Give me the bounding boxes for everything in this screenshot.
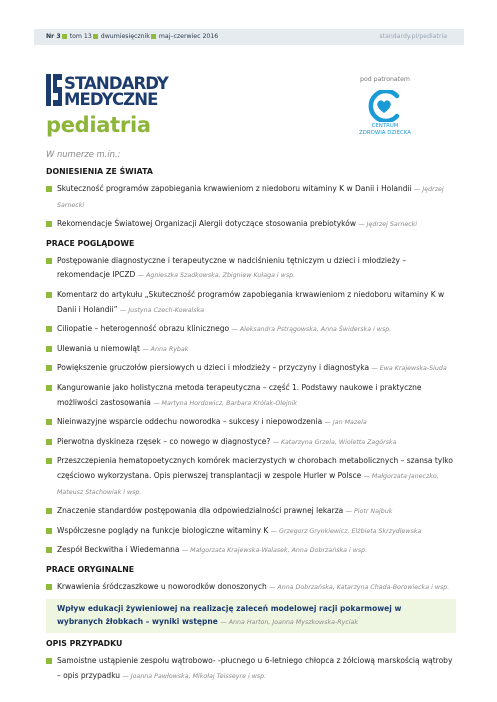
article-author: — Anna Dobrzańska, Katarzyna Chada-Borowiecka i wsp.	[269, 583, 450, 591]
logo-line-standardy: STANDARDY	[64, 74, 168, 93]
article-title: Rekomendacje Światowej Organizacji Alergii dotyczące stosowania prebiotyków	[57, 219, 356, 229]
article-author: — Martyna Hordowicz, Barbara Królak-Olejnik	[153, 399, 298, 407]
section-title: PRACE ORYGINALNE	[46, 564, 135, 574]
bullet-square-icon	[46, 508, 52, 514]
bullet-square-icon	[46, 439, 52, 445]
article-item[interactable]	[46, 322, 456, 338]
article-item[interactable]	[46, 288, 456, 318]
logo-line-medyczne: MEDYCZNE	[64, 90, 158, 109]
article-author: — Justyna Czech-Kowalska	[120, 306, 205, 314]
logo-mark-icon	[46, 74, 62, 106]
patronage-block	[345, 76, 425, 137]
article-author: — Anna Rybak	[142, 345, 189, 353]
section-title: DONIESIENIA ZE ŚWIATA	[46, 167, 153, 176]
intro-text: W numerze m.in.:	[46, 149, 121, 159]
issue-date: maj–czerwiec 2016	[158, 33, 219, 40]
article-author: — Grzegorz Grynkiewicz, Elżbieta Skrzydlewska	[270, 527, 422, 535]
bullet-square-icon	[46, 419, 52, 425]
article-item[interactable]	[46, 504, 456, 520]
article-title: Postępowanie diagnostyczne i terapeutyczne w nadciśnieniu tętniczym u dzieci i młodzieży – rekomendacje IPCZD	[57, 255, 407, 280]
article-title: Ciliopatie – heterogenność obrazu klinicznego	[57, 324, 230, 334]
bullet-square-icon	[46, 292, 52, 298]
bullet-square-icon	[46, 258, 52, 264]
article-author: — Jędrzej Sarnecki	[57, 186, 444, 209]
article-title: Komentarz do artykułu „Skuteczność programów zapobiegania krwawieniom z niedoboru witaminy K w Danii i Holandii”	[57, 289, 445, 314]
article-title: Zespół Beckwitha i Wiedemanna	[57, 545, 180, 555]
article-author: — Małgorzata Janeczko, Mateusz Stachowiak i wsp.	[57, 472, 439, 496]
separator-square-icon	[62, 34, 67, 39]
journal-subtitle: pediatria	[46, 113, 151, 137]
article-author: — Jan Mazela	[324, 419, 367, 427]
issue-info-bar	[34, 29, 464, 45]
bullet-square-icon	[46, 385, 52, 391]
section-title: PRACE POGLĄDOWE	[46, 238, 135, 248]
article-item[interactable]	[46, 435, 456, 451]
website-url[interactable]: standardy.pl/pediatria	[379, 33, 447, 40]
article-item[interactable]	[46, 415, 456, 431]
highlighted-article-title: Wpływ edukacji żywieniowej na realizację zaleceń modelowej racji pokarmowej w wybranych żłobkach – wyniki wstępne	[57, 604, 402, 626]
bullet-square-icon	[46, 658, 52, 664]
highlighted-article[interactable]	[46, 599, 456, 633]
article-item[interactable]	[46, 217, 456, 233]
separator-square-icon	[93, 34, 98, 39]
article-item[interactable]	[46, 361, 456, 377]
highlighted-article-author: — Anna Harton, Joanna Myszkowska-Ryciak	[220, 618, 359, 626]
article-author: — Ewa Krajewska-Siuda	[371, 365, 447, 373]
bullet-square-icon	[46, 547, 52, 553]
article-item[interactable]	[46, 454, 456, 500]
article-item[interactable]	[46, 654, 456, 684]
article-title: Pierwotna dyskineza rzęsek – co nowego w diagnostyce?	[57, 436, 271, 446]
article-title: Samoistne ustąpienie zespołu wątrobowo- -płucnego u 6-letniego chłopca z żółciową marskością wątroby – opis przypadku	[57, 656, 453, 681]
article-item[interactable]	[46, 580, 456, 596]
article-title: Ulewania u niemowląt	[57, 343, 140, 353]
article-author: — Piotr Najbuk	[345, 508, 393, 516]
article-title: Krwawienia śródczaszkowe u noworodków donoszonych	[57, 581, 267, 591]
article-title: Kangurowanie jako holistyczna metoda terapeutyczna – część 1. Podstawy naukowe i praktyczne możliwości zastosowania	[57, 382, 422, 407]
article-title: Powiększenie gruczołów piersiowych u dzieci i młodzieży – przyczyny i diagnostyka	[57, 363, 370, 373]
article-item[interactable]	[46, 254, 456, 284]
bullet-square-icon	[46, 528, 52, 534]
section-title: OPIS PRZYPADKU	[46, 639, 123, 649]
article-author: — Katarzyna Grzela, Wioletta Zagórska	[272, 438, 397, 446]
article-title: Współczesne poglądy na funkcje biologiczne witaminy K	[57, 525, 269, 535]
bullet-square-icon	[46, 221, 52, 227]
patronage-label: pod patronatem	[360, 76, 410, 83]
table-of-contents	[46, 167, 456, 689]
bullet-square-icon	[46, 346, 52, 352]
volume: tom 13	[69, 33, 92, 40]
bullet-square-icon	[46, 326, 52, 332]
bullet-square-icon	[46, 186, 52, 192]
centrum-zdrowia-dziecka-logo-icon	[368, 90, 402, 122]
article-author: — Joanna Pawłowska, Mikołaj Teisseyre i wsp.	[122, 673, 267, 681]
article-item[interactable]	[46, 524, 456, 540]
article-title: Znaczenie standardów postępowania dla odpowiedzialności prawnej lekarza	[57, 506, 344, 516]
article-title: Przeszczepienia hematopoetycznych komórek macierzystych w chorobach metabolicznych – szansa tylko częściowo wykorzystana. Opis pierwszej transplantacji w zespole Hurler w Polsce	[57, 456, 453, 480]
article-item[interactable]	[46, 342, 456, 358]
article-title: Skuteczność programów zapobiegania krwawieniom z niedoboru witaminy K w Danii i Holandii	[57, 184, 412, 193]
article-item[interactable]	[46, 543, 456, 559]
article-item[interactable]	[46, 381, 456, 411]
article-author: — Małgorzata Krajewska-Walasek, Anna Dobrzańska i wsp.	[181, 547, 368, 555]
article-author: — Jędrzej Sarnecki	[358, 221, 418, 229]
separator-square-icon	[151, 34, 156, 39]
bullet-square-icon	[46, 584, 52, 590]
article-title: Nieinwazyjne wsparcie oddechu noworodka – sukcesy i niepowodzenia	[57, 417, 323, 427]
patronage-name-line1: CENTRUM	[371, 123, 399, 129]
patronage-name-line2: ZDROWIA DZIECKA	[359, 130, 411, 136]
article-author: — Agnieszka Szadkowska, Zbigniew Kułaga i wsp.	[137, 272, 296, 280]
frequency: dwumiesięcznik	[100, 33, 150, 40]
issue-number: Nr 3	[46, 33, 61, 40]
bullet-square-icon	[46, 458, 52, 464]
article-item[interactable]	[46, 182, 456, 213]
bullet-square-icon	[46, 365, 52, 371]
standardy-medyczne-logo	[46, 74, 206, 110]
article-author: — Aleksandra Pstrągowska, Anna Świderska i wsp.	[231, 326, 392, 334]
issue-details	[46, 33, 218, 40]
